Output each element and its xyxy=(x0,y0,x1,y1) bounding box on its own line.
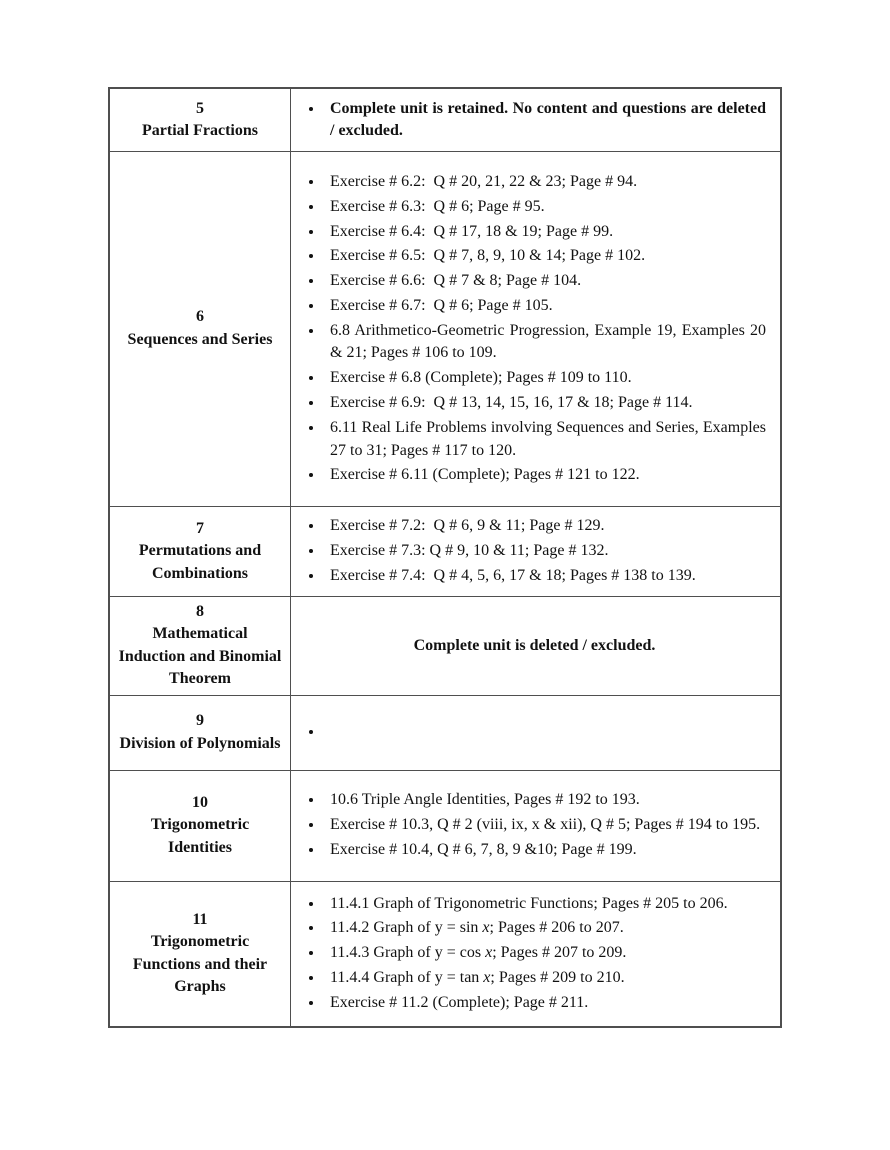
content-bullet-item: • Exercise # 6.7: Q # 6; Page # 105. xyxy=(324,295,766,317)
unit-title: Trigonometric Identities xyxy=(150,816,250,856)
content-bullet-list xyxy=(303,166,766,491)
content-bullet-item: • 11.4.1 Graph of Trigonometric Functions; Pages # 205 to 206. xyxy=(324,893,766,915)
table-row xyxy=(110,881,780,1026)
content-bullet-item: • Complete unit is retained. No content and questions are deleted / excluded. xyxy=(324,98,766,143)
unit-cell xyxy=(110,696,291,770)
content-bullet-item: • Exercise # 6.8 (Complete); Pages # 109 to 110. xyxy=(324,367,766,389)
content-bullet-list xyxy=(303,93,766,147)
content-cell xyxy=(291,507,780,596)
unit-cell xyxy=(110,89,291,151)
italic-variable: x xyxy=(482,919,490,937)
content-bullet-item: • Exercise # 7.3: Q # 9, 10 & 11; Page # 132. xyxy=(324,540,766,562)
content-bullet-item: • 6.8 Arithmetico-Geometric Progression, Example 19, Examples 20 & 21; Pages # 106 to 109. xyxy=(324,320,766,365)
unit-cell xyxy=(110,152,291,506)
unit-cell xyxy=(110,507,291,596)
table-row xyxy=(110,596,780,695)
unit-number: 8 xyxy=(196,602,204,620)
unit-title: Permutations and Combinations xyxy=(138,542,262,582)
unit-title: Trigonometric Functions and their Graphs xyxy=(132,933,268,995)
unit-cell xyxy=(110,771,291,881)
content-bullet-item xyxy=(324,721,766,743)
content-cell xyxy=(291,152,780,506)
unit-number: 6 xyxy=(196,308,204,326)
content-bullet-item: • Exercise # 10.3, Q # 2 (viii, ix, x & xii), Q # 5; Pages # 194 to 195. xyxy=(324,814,766,836)
unit-cell xyxy=(110,597,291,695)
unit-number: 10 xyxy=(192,793,208,811)
centered-note: Complete unit is deleted / excluded. xyxy=(413,636,656,654)
content-bullet-item: • Exercise # 6.2: Q # 20, 21, 22 & 23; Page # 94. xyxy=(324,171,766,193)
table-row xyxy=(110,695,780,770)
content-bullet-item: • Exercise # 6.9: Q # 13, 14, 15, 16, 17 & 18; Page # 114. xyxy=(324,392,766,414)
unit-title: Division of Polynomials xyxy=(119,734,281,752)
unit-title: Sequences and Series xyxy=(127,330,273,348)
content-bullet-item: • 10.6 Triple Angle Identities, Pages # 192 to 193. xyxy=(324,789,766,811)
table-row xyxy=(110,770,780,881)
content-bullet-item: • Exercise # 6.5: Q # 7, 8, 9, 10 & 14; Page # 102. xyxy=(324,245,766,267)
table-row xyxy=(110,506,780,596)
content-bullet-item: • Exercise # 10.4, Q # 6, 7, 8, 9 &10; Page # 199. xyxy=(324,839,766,861)
unit-title: Mathematical Induction and Binomial Theorem xyxy=(118,625,282,688)
content-cell xyxy=(291,597,780,695)
content-bullet-item: • Exercise # 7.2: Q # 6, 9 & 11; Page # 129. xyxy=(324,515,766,537)
unit-title: Partial Fractions xyxy=(142,121,258,139)
unit-number: 7 xyxy=(196,519,204,537)
content-bullet-item: • Exercise # 6.3: Q # 6; Page # 95. xyxy=(324,196,766,218)
content-cell xyxy=(291,771,780,881)
content-cell xyxy=(291,696,780,770)
content-cell xyxy=(291,89,780,151)
unit-cell xyxy=(110,882,291,1026)
table-row xyxy=(110,151,780,506)
content-bullet-item: • 6.11 Real Life Problems involving Sequences and Series, Examples 27 to 31; Pages # 117 to 120. xyxy=(324,417,766,462)
italic-variable: x xyxy=(485,944,493,962)
content-bullet-item: • Exercise # 7.4: Q # 4, 5, 6, 17 & 18; Pages # 138 to 139. xyxy=(324,565,766,587)
unit-number: 11 xyxy=(192,910,208,928)
content-bullet-item: • Exercise # 11.2 (Complete); Page # 211. xyxy=(324,992,766,1014)
content-bullet-list xyxy=(303,888,766,1019)
content-bullet-item: • 11.4.2 Graph of y = sin x; Pages # 206 to 207. xyxy=(324,917,766,939)
unit-number: 9 xyxy=(196,712,204,730)
content-cell xyxy=(291,882,780,1026)
syllabus-table xyxy=(108,87,782,1028)
content-bullet-item: • 11.4.4 Graph of y = tan x; Pages # 209 to 210. xyxy=(324,967,766,989)
content-bullet-item: • Exercise # 6.6: Q # 7 & 8; Page # 104. xyxy=(324,270,766,292)
content-bullet-list xyxy=(303,785,766,866)
content-bullet-list xyxy=(303,511,766,592)
content-bullet-item: • 11.4.3 Graph of y = cos x; Pages # 207 to 209. xyxy=(324,942,766,964)
table-row xyxy=(110,89,780,151)
content-bullet-list xyxy=(303,717,766,748)
content-bullet-item: • Exercise # 6.11 (Complete); Pages # 121 to 122. xyxy=(324,464,766,486)
italic-variable: x xyxy=(483,969,491,987)
unit-number: 5 xyxy=(196,99,204,117)
content-bullet-item: • Exercise # 6.4: Q # 17, 18 & 19; Page # 99. xyxy=(324,221,766,243)
